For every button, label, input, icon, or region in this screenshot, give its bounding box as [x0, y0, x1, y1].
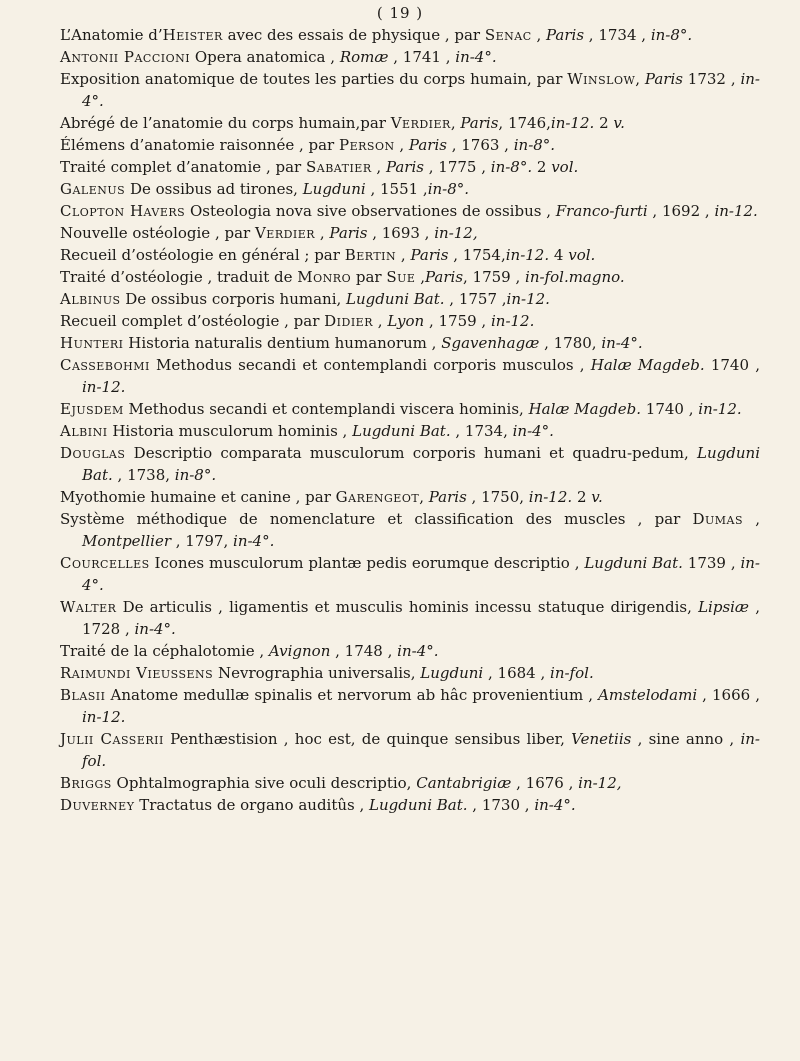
- bibliography-entry: [60, 332, 760, 354]
- entry-text: Traité complet d’anatomie , par: [60, 158, 306, 176]
- italic-text: vol.: [551, 158, 579, 176]
- bibliography-entry: [60, 442, 760, 486]
- entry-text: , 1775 ,: [423, 158, 491, 176]
- italic-text: Halæ Magdeb.: [590, 356, 705, 374]
- author-name: Winslow: [567, 70, 636, 88]
- bibliography-entry: [60, 266, 760, 288]
- bibliography-entry: [60, 508, 760, 552]
- italic-text: Franco-furti: [555, 202, 648, 220]
- entry-text: 1732 ,: [682, 70, 741, 88]
- bibliography-entry: [60, 156, 760, 178]
- entry-text: 1739 ,: [682, 554, 741, 572]
- bibliography-entry: [60, 288, 760, 310]
- entry-text: Traité de la céphalotomie ,: [60, 642, 269, 660]
- italic-text: in-12.: [490, 312, 535, 330]
- italic-text: in-4°.: [512, 422, 554, 440]
- italic-text: in-12.: [714, 202, 758, 220]
- entry-text: Opera anatomica ,: [190, 48, 340, 66]
- entry-text: De articulis , ligamentis et musculis hominis incessu statuque dirigendis,: [116, 598, 699, 616]
- entry-text: ,: [396, 246, 411, 264]
- entry-text: , 1734,: [450, 422, 513, 440]
- entry-text: , 1684 ,: [483, 664, 551, 682]
- author-name: Cassebohmi: [60, 356, 150, 374]
- bibliography-entry: [60, 772, 760, 794]
- entry-text: 4: [549, 246, 569, 264]
- italic-text: Lugduni Bat.: [352, 422, 451, 440]
- author-name: Hunteri: [60, 334, 124, 352]
- entry-text: 1740 ,: [641, 400, 699, 418]
- italic-text: in-4°.: [82, 554, 760, 594]
- entry-text: , 1759 ,: [424, 312, 491, 330]
- entry-text: Nevrographia universalis,: [213, 664, 421, 682]
- entry-text: De ossibus ad tirones,: [125, 180, 303, 198]
- author-name: Clopton Havers: [60, 202, 186, 220]
- bibliography-entry: [60, 112, 760, 134]
- author-name: Raimundi Vieussens: [60, 664, 214, 682]
- italic-text: in-8°.: [174, 466, 217, 484]
- entry-text: , 1676 ,: [511, 774, 579, 792]
- italic-text: Paris: [410, 246, 449, 264]
- italic-text: in-8°.: [427, 180, 470, 198]
- italic-text: Lugduni Bat.: [584, 554, 683, 572]
- author-name: Heister: [162, 26, 223, 44]
- bibliography-entry: [60, 68, 760, 112]
- author-name: Galenus: [60, 180, 126, 198]
- bibliography-entry: [60, 244, 760, 266]
- italic-text: Avignon: [268, 642, 331, 660]
- entry-text: avec des essais de physique , par: [222, 26, 485, 44]
- author-name: Sabatier: [305, 158, 372, 176]
- author-name: Sue: [386, 268, 416, 286]
- entry-text: , 1754,: [448, 246, 506, 264]
- author-name: Julii Casserii: [60, 730, 164, 748]
- entry-text: par: [351, 268, 387, 286]
- bibliography-entry: [60, 46, 760, 68]
- italic-text: Halæ Magdeb.: [528, 400, 642, 418]
- italic-text: v.: [591, 488, 603, 506]
- bibliography-entry: [60, 684, 760, 728]
- italic-text: in-4°.: [534, 796, 576, 814]
- italic-text: in-8°.: [490, 158, 533, 176]
- italic-text: in-4°.: [601, 334, 643, 352]
- author-name: Walter: [60, 598, 117, 616]
- bibliography-entry: [60, 420, 760, 442]
- author-name: Bertin: [344, 246, 397, 264]
- entry-text: , 1757 ,: [444, 290, 507, 308]
- italic-text: in-4°.: [134, 620, 176, 638]
- italic-text: Paris: [385, 158, 424, 176]
- italic-text: in-12.: [550, 114, 595, 132]
- italic-text: Lugduni Bat.: [346, 290, 445, 308]
- entry-text: , 1780,: [539, 334, 602, 352]
- italic-text: in-4°.: [233, 532, 275, 550]
- italic-text: in-8°.: [513, 136, 556, 154]
- entry-text: , 1730 ,: [467, 796, 535, 814]
- author-name: Duverney: [60, 796, 135, 814]
- entry-text: Methodus secandi et contemplandi corporis musculos ,: [149, 356, 591, 374]
- entry-text: , 1746,: [498, 114, 551, 132]
- entry-text: Descriptio comparata musculorum corporis humani et quadru-pedum,: [125, 444, 698, 462]
- entry-text: ,: [415, 268, 425, 286]
- italic-text: Paris: [408, 136, 447, 154]
- bibliography-entry: [60, 662, 760, 684]
- bibliography-entry: [60, 794, 760, 816]
- entry-text: , sine anno ,: [631, 730, 741, 748]
- italic-text: Lugduni: [302, 180, 366, 198]
- italic-text: in-12.: [506, 290, 550, 308]
- italic-text: Sgavenhagæ: [441, 334, 540, 352]
- entry-text: Ophtalmographia sive oculi descriptio,: [111, 774, 417, 792]
- italic-text: Paris: [644, 70, 683, 88]
- italic-text: in-12,: [434, 224, 478, 242]
- entry-text: ,: [371, 158, 386, 176]
- entry-text: , 1741 ,: [388, 48, 456, 66]
- entry-text: , 1693 ,: [367, 224, 435, 242]
- bibliography-entry: [60, 596, 760, 640]
- italic-text: Paris: [460, 114, 499, 132]
- author-name: Ejusdem: [60, 400, 124, 418]
- entry-text: Penthæstision , hoc est, de quinque sensibus liber,: [163, 730, 572, 748]
- bibliography-entry: [60, 398, 760, 420]
- italic-text: Venetiis: [571, 730, 632, 748]
- author-name: Person: [339, 136, 395, 154]
- bibliography-list: [60, 24, 760, 816]
- italic-text: in-8°.: [650, 26, 693, 44]
- entry-text: Methodus secandi et contemplandi viscera hominis,: [123, 400, 529, 418]
- italic-text: in-12,: [578, 774, 622, 792]
- italic-text: in-4°.: [82, 70, 760, 110]
- italic-text: in-12.: [528, 488, 573, 506]
- author-name: Verdier: [390, 114, 451, 132]
- entry-text: ,: [419, 488, 429, 506]
- bibliography-entry: [60, 486, 760, 508]
- bibliography-entry: [60, 222, 760, 244]
- entry-text: Myothomie humaine et canine , par: [60, 488, 336, 506]
- entry-text: , 1750,: [466, 488, 529, 506]
- italic-text: in-fol.: [82, 730, 760, 770]
- entry-text: , 1728 ,: [82, 598, 760, 638]
- author-name: Briggs: [60, 774, 112, 792]
- bibliography-entry: [60, 178, 760, 200]
- bibliography-entry: [60, 552, 760, 596]
- entry-text: , 1797,: [171, 532, 234, 550]
- page-number: ( 19 ): [376, 4, 424, 22]
- entry-text: , 1748 ,: [330, 642, 398, 660]
- entry-text: ,: [315, 224, 330, 242]
- author-name: Senac: [484, 26, 532, 44]
- author-name: Garengeot: [335, 488, 420, 506]
- entry-text: , 1759 ,: [463, 268, 526, 286]
- italic-text: Romæ: [339, 48, 389, 66]
- italic-text: v.: [613, 114, 625, 132]
- entry-text: ,: [373, 312, 388, 330]
- entry-text: Anatome medullæ spinalis et nervorum ab hâc provenientium ,: [105, 686, 599, 704]
- italic-text: Paris: [424, 268, 464, 286]
- entry-text: Élémens d’anatomie raisonnée , par: [60, 136, 339, 154]
- entry-text: , 1738,: [112, 466, 175, 484]
- italic-text: Lugduni Bat.: [82, 444, 760, 484]
- bibliography-entry: [60, 354, 760, 398]
- entry-text: Nouvelle ostéologie , par: [60, 224, 255, 242]
- author-name: Dumas: [692, 510, 744, 528]
- entry-text: Historia musculorum hominis ,: [107, 422, 353, 440]
- author-name: Didier: [324, 312, 373, 330]
- entry-text: Osteologia nova sive observationes de ossibus ,: [185, 202, 556, 220]
- author-name: Albini: [60, 422, 108, 440]
- author-name: Albinus: [60, 290, 121, 308]
- italic-text: Lipsiæ: [698, 598, 750, 616]
- entry-text: ,: [531, 26, 546, 44]
- entry-text: ,: [743, 510, 760, 528]
- italic-text: in-12.: [82, 708, 126, 726]
- entry-text: L’Anatomie d’: [60, 26, 163, 44]
- italic-text: vol.: [568, 246, 596, 264]
- entry-text: 1740 ,: [704, 356, 760, 374]
- entry-text: , 1734 ,: [584, 26, 651, 44]
- entry-text: , 1666 ,: [697, 686, 761, 704]
- italic-text: Montpellier: [82, 532, 171, 550]
- bibliography-entry: [60, 200, 760, 222]
- entry-text: Traité d’ostéologie , traduit de: [60, 268, 298, 286]
- italic-text: Cantabrigiæ: [416, 774, 512, 792]
- italic-text: Paris: [428, 488, 467, 506]
- italic-text: in-fol.magno.: [525, 268, 625, 286]
- entry-text: Tractatus de organo auditûs ,: [134, 796, 370, 814]
- author-name: Douglas: [60, 444, 126, 462]
- italic-text: in-4°.: [455, 48, 497, 66]
- entry-text: Recueil complet d’ostéologie , par: [60, 312, 325, 330]
- italic-text: Lugduni Bat.: [369, 796, 468, 814]
- italic-text: Amstelodami: [598, 686, 698, 704]
- italic-text: in-fol.: [550, 664, 594, 682]
- entry-text: Historia naturalis dentium humanorum ,: [123, 334, 442, 352]
- bibliography-entry: [60, 24, 760, 46]
- italic-text: Lugduni: [420, 664, 484, 682]
- bibliography-entry: [60, 728, 760, 772]
- entry-text: Recueil d’ostéologie en général ; par: [60, 246, 345, 264]
- italic-text: in-12.: [698, 400, 742, 418]
- author-name: Antonii Paccioni: [60, 48, 191, 66]
- author-name: Blasii: [60, 686, 106, 704]
- bibliography-entry: [60, 640, 760, 662]
- bibliography-entry: [60, 310, 760, 332]
- entry-text: De ossibus corporis humani,: [120, 290, 347, 308]
- entry-text: Abrégé de l’anatomie du corps humain,par: [60, 114, 391, 132]
- entry-text: 2: [572, 488, 592, 506]
- author-name: Courcelles: [60, 554, 150, 572]
- italic-text: in-4°.: [397, 642, 439, 660]
- italic-text: in-12.: [82, 378, 126, 396]
- author-name: Monro: [297, 268, 352, 286]
- italic-text: Lyon: [387, 312, 425, 330]
- author-name: Verdier: [254, 224, 316, 242]
- entry-text: Exposition anatomique de toutes les parties du corps humain, par: [60, 70, 568, 88]
- entry-text: , 1692 ,: [647, 202, 715, 220]
- entry-text: , 1551 ,: [365, 180, 428, 198]
- entry-text: ,: [450, 114, 461, 132]
- italic-text: Paris: [329, 224, 368, 242]
- entry-text: , 1763 ,: [446, 136, 514, 154]
- italic-text: in-12.: [505, 246, 550, 264]
- entry-text: 2: [532, 158, 552, 176]
- entry-text: Système méthodique de nomenclature et classification des muscles , par: [60, 510, 693, 528]
- bibliography-entry: [60, 134, 760, 156]
- entry-text: ,: [394, 136, 409, 154]
- entry-text: Icones musculorum plantæ pedis eorumque descriptio ,: [149, 554, 585, 572]
- entry-text: 2: [594, 114, 614, 132]
- italic-text: Paris: [545, 26, 585, 44]
- entry-text: ,: [635, 70, 645, 88]
